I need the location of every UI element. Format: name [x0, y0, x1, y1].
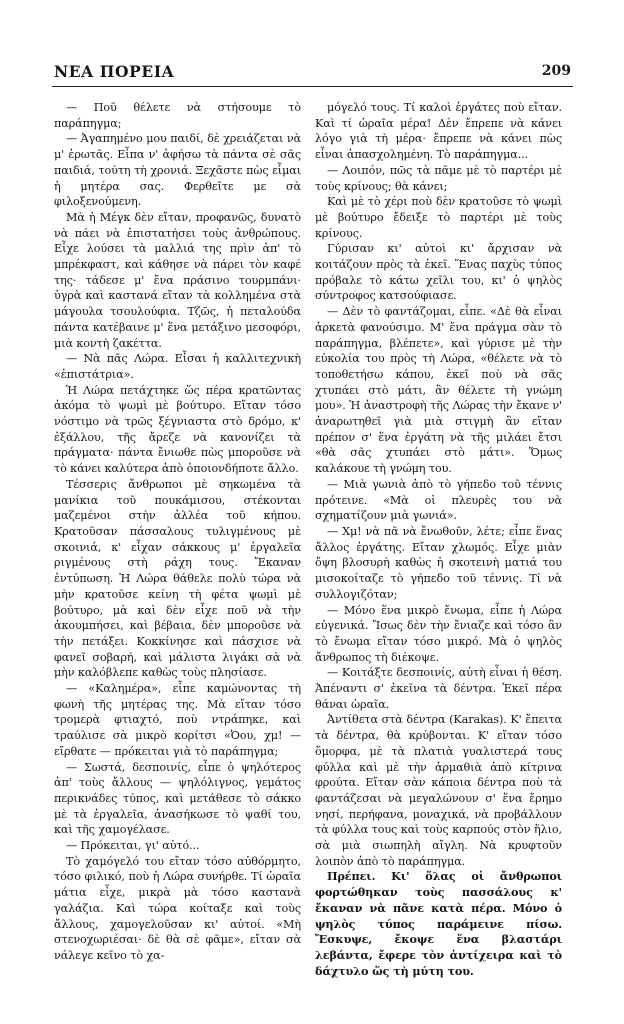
paragraph: Μὰ ἡ Μέγκ δὲν εἴταν, προφανῶς, δυνατὸ νὰ πάει νὰ ἐπιστατήσει τοὺς ἀνθρώπους. Εἶχε λούσει τὰ μαλλιά της πρὶν ἀπ' τὸ μπρέκφαστ, καὶ κάθησε νὰ πάρει τὸν καφέ της· τάδεσε μ' ἕνα πράσινο τουρμπάνι· ὑγρὰ καὶ καστανά εἴταν τὰ κολλημένα στὰ μάγουλα τσουλούφια. Τζῶς, ἡ πεταλούδα πάντα κατέβαινε μ' ἕνα μετάξινο μεσοφόρι, μιὰ κοντὴ ζακέττα. [54, 210, 301, 350]
paragraph: — Δὲν τὸ φαντάζομαι, εἶπε. «Δὲ θὰ εἶναι ἀρκετὰ φανούσιμο. Μ' ἕνα πράγμα σὰν τὸ παράπηγμα, βλέπετε», καὶ γύρισε μὲ τὴν εὐκολία του πρὸς τὴ Λώρα, «θέλετε νὰ τὸ τοποθετήσω κάπου, ἐκεῖ ποὺ νὰ σᾶς χτυπάει στὸ μάτι, ἂν θέλετε τὴ γνώμη μου». Ἡ ἀναστροφὴ τῆς Λώρας τὴν ἔκανε ν' ἀναρωτηθεῖ γιὰ μιὰ στιγμὴ ἂν εἴταν πρέπον σ' ἕνα ἐργάτη νὰ τῆς μιλάει ἔτσι «θὰ σᾶς χτυπάει στὸ μάτι». Ὅμως καλάκουε τὴ γνώμη του. [315, 305, 562, 476]
paragraph: Τέσσερις ἄνθρωποι μὲ σηκωμένα τὰ μανίκια τοῦ πουκάμισου, στέκονται μαζεμένοι στὴν ἀλλέα τοῦ κήπου. Κρατοῦσαν πάσσαλους τυλιγμένους μὲ σκοινιά, κ' εἶχαν σάκκους μ' ἐργαλεῖα ριγμένους στὴ ράχη τους. Ἔκαναν ἐντύπωση. Ἡ Λώρα θάθελε πολὺ τώρα νὰ μὴν κρατοῦσε κείνη τὴ φέτα ψωμὶ μὲ βούτυρο, μὰ καὶ δὲν εἶχε ποῦ νὰ τὴν ἀκουμπήσει, καὶ βέβαια, δὲν μποροῦσε νὰ τὴν πετάξει. Κοκκίνησε καὶ πάσχισε νὰ φανεῖ σοβαρή, καὶ μάλιστα λιγάκι σὰ νὰ μὴν καλόβλεπε καθὼς τοὺς πλησίασε. [54, 477, 301, 680]
paragraph: Πρέπει. Κι' ὅλας οἱ ἄνθρωποι φορτώθηκαν τοὺς πασσάλους κ' ἔκαναν νὰ πᾶνε κατὰ πέρα. Μόνο ὁ ψηλὸς τύπος παράμεινε πίσω. Ἔσκυψε, ἔκοψε ἕνα βλαστάρι λεβάντα, ἔφερε τὸν ἀντίχειρα καὶ τὸ δάχτυλο ὥς τὴ μύτη του. [315, 869, 562, 978]
running-header [52, 60, 573, 87]
paragraph: μόγελό τους. Τί καλοὶ ἐργάτες ποὺ εἴταν. Καὶ τί ὡραῖα μέρα! Δὲν ἔπρεπε νὰ κάνει λόγο γιὰ τὴ μέρα· ἔπρεπε νὰ κάνει πὼς εἶναι ἀπασχολημένη. Τὸ παράπηγμα... [315, 101, 562, 162]
journal-title: ΝΕΑ ΠΟΡΕΙΑ [54, 62, 175, 81]
paragraph: Καὶ μὲ τὸ χέρι ποὺ δὲν κρατοῦσε τὸ ψωμὶ μὲ βούτυρο ἔδειξε τὸ παρτέρι μὲ τοὺς κρίνους. [315, 195, 562, 240]
page-number: 209 [541, 63, 571, 79]
paragraph: — «Καλημέρα», εἶπε καμώνοντας τὴ φωνὴ τῆς μητέρας της. Μὰ εἴταν τόσο τρομερὰ φτιαχτό, ποὺ ντράπηκε, καὶ τραύλισε σὰ μικρὸ κορίτσι «Ὀου, χμ! — εἴρθατε — πρόκειται γιὰ τὸ παράπηγμα; [54, 682, 301, 758]
paragraph: — Πρόκειται, γι' αὐτό... [66, 839, 200, 853]
right-column [315, 100, 562, 979]
paragraph: — Ποῦ θέλετε νὰ στήσουμε τὸ παράπηγμα; [54, 101, 301, 130]
paragraph: — Μιὰ γωνιὰ ἀπὸ τὸ γήπεδο τοῦ τέννις πρότεινε. «Μὰ οἱ πλευρὲς του νὰ σχηματίζουν μιὰ γωνιά». [315, 477, 562, 523]
paragraph: Τὸ χαμόγελό του εἴταν τόσο αὐθόρμητο, τόσο φιλικό, ποὺ ἡ Λώρα συνήρθε. Τί ὡραῖα μάτια εἶχε, μικρὰ μὰ τόσο καστανὰ γαλάζια. Καὶ τώρα κοίταξε καὶ τοὺς ἄλλους, χαμογελοῦσαν κι' αὐτοί. «Μὴ στενοχωριέσαι· δὲ θὰ σὲ φᾶμε», εἴταν σὰ νάλεγε κεῖνο τὸ χα- [54, 854, 301, 962]
paragraph: — Νὰ πᾶς Λώρα. Εἶσαι ἡ καλλιτεχνικὴ «ἐπιστάτρια». [54, 352, 301, 381]
paragraph: — Χμ! νὰ πᾶ νὰ ἔνωθοῦν, λέτε; εἶπε ἕνας ἄλλος ἐργάτης. Εἴταν χλωμός. Εἶχε μιὰν ὄψη βλοσυρὴ καθὼς ἡ σκοτεινὴ ματιά του μισοκοίταζε τὸ γήπεδο τοῦ τέννις. Τί νὰ συλλογιζόταν; [315, 524, 562, 601]
left-column [54, 100, 301, 964]
paragraph: Γύρισαν κι' αὐτοὶ κι' ἄρχισαν νὰ κοιτάζουν πρὸς τὰ ἐκεῖ. Ἕνας παχὺς τύπος πρόβαλε τὸ κάτω χεῖλι του, κι' ὁ ψηλὸς σύντροφος κατσούφιασε. [315, 242, 562, 303]
paragraph: — Σωστά, δεσποινίς, εἶπε ὁ ψηλότερος ἀπ' τοὺς ἄλλους — ψηλόλιγνος, γεμάτος περικνάδες τύπος, καὶ μετάθεσε τὸ σάκκο μὲ τὰ ἐργαλεῖα, ἀνασήκωσε τὸ ψαθί του, καὶ τῆς χαμογέλασε. [54, 760, 301, 837]
paragraph: — Μόνο ἕνα μικρὸ ἔνωμα, εἶπε ἡ Λώρα εὐγενικά. Ἴσως δὲν τὴν ἔνιαζε καὶ τόσο ἂν τὸ ἔνωμα εἴταν τόσο μικρό. Μὰ ὁ ψηλὸς ἄνθρωπος τὴ διέκοψε. [315, 603, 562, 664]
paragraph: — Κοιτάξτε δεσποινίς, αὐτὴ εἶναι ἡ θέση. Ἀπέναντι σ' ἐκεῖνα τὰ δέντρα. Ἐκεῖ πέρα θάναι ὡραῖα. [315, 666, 562, 711]
paragraph: Ἀντίθετα στὰ δέντρα (Karakas). Κ' ἔπειτα τὰ δέντρα, θὰ κρύβονται. Κ' εἴταν τόσο ὅμορφα, μὲ τὰ πλατιὰ γυαλιστερά τους φύλλα καὶ μὲ τὴν ἀρμαθιὰ ἀπὸ κίτρινα φρούτα. Εἴταν σὰν κάποια δέντρα ποὺ τὰ φαντάζεσαι νὰ μεγαλώνουν σ' ἕνα ἔρημο νησί, περήφανα, μοναχικά, νὰ προβάλλουν τὰ φύλλα τους καὶ τοὺς καρπούς στὸν ἥλιο, σὰ μιὰ σιωπηλὴ αἴγλη. Νὰ κρυφτοῦν λοιπὸν ἀπὸ τὸ παράπηγμα. [315, 713, 562, 868]
paragraph: Ἡ Λώρα πετάχτηκε ὥς πέρα κρατῶντας ἀκόμα τὸ ψωμὶ μὲ βούτυρο. Εἴταν τόσο νόστιμο νὰ τρῶς ξέγνιαστα στὸ δρόμο, κ' ἐξάλλου, τῆς ἄρεζε νὰ κανονίζει τὰ πράγματα· πάντα ἔνιωθε πὼς μποροῦσε νὰ τὸ κάνει καλύτερα ἀπὸ ὁποιονδήποτε ἄλλο. [54, 383, 301, 476]
paragraph: — Λοιπόν, πῶς τὰ πᾶμε μὲ τὸ παρτέρι μὲ τοὺς κρίνους; θὰ κάνει; [315, 163, 562, 193]
paragraph: — Ἀγαπημένο μου παιδί, δὲ χρειάζεται νὰ μ' ἐρωτᾶς. Εἶπα ν' ἀφήσω τὰ πάντα σὲ σᾶς παιδιά, τούτη τὴ χρονιά. Ξεχᾶστε πὼς εἶμαι ἡ μητέρα σας. Φερθεῖτε με σὰ φιλοξενούμενη. [54, 132, 301, 209]
